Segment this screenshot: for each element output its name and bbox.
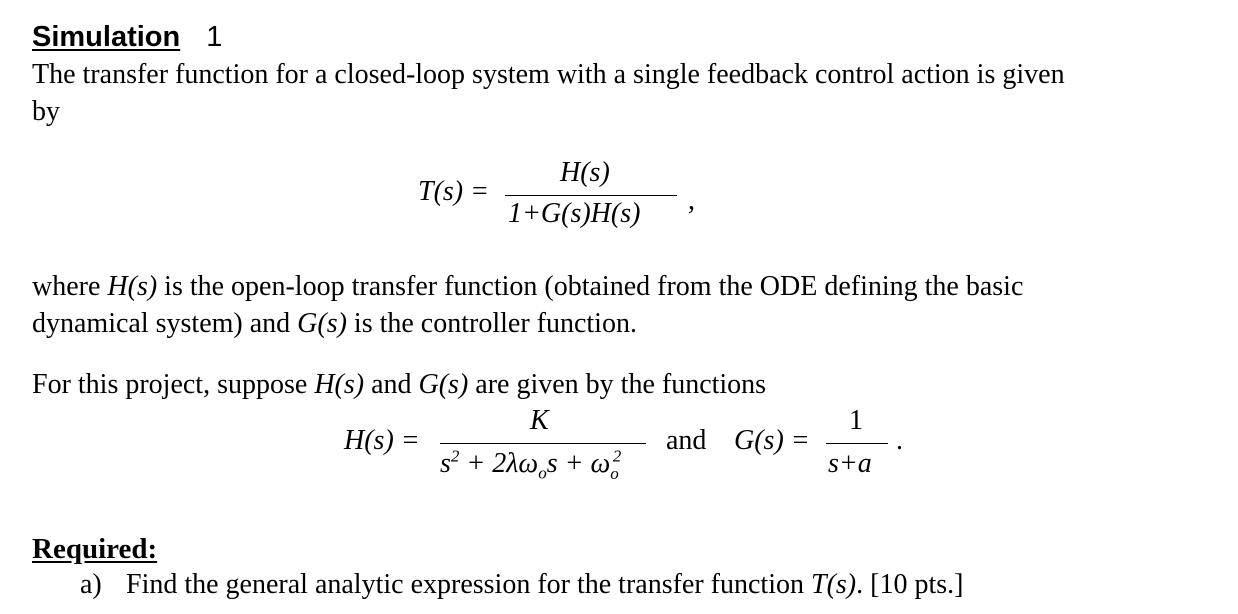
eq2-and: and: [666, 425, 707, 456]
eq1-denominator: 1+G(s)H(s): [508, 198, 641, 229]
project-text-2: and: [364, 369, 419, 400]
eq2-g-fraction-bar: [826, 443, 888, 444]
eq2-g-numerator: 1: [849, 405, 863, 436]
project-text-3: are given by the functions: [468, 369, 767, 400]
required-item-text: Find the general analytic expression for the transfer function: [126, 569, 811, 600]
where-text-2: is the open-loop transfer function (obtained from the ODE defining the basic: [157, 271, 1024, 302]
eq2-h-fraction-bar: [440, 443, 646, 444]
project-G: G(s): [418, 369, 469, 400]
eq2-g-denominator: s+a: [828, 448, 872, 479]
required-item-a: [80, 567, 963, 603]
eq2-g-lhs: G(s) =: [734, 425, 810, 456]
project-text-1: For this project, suppose: [32, 369, 315, 400]
required-item-end: . [10 pts.]: [856, 569, 964, 600]
eq2-h-numerator: K: [530, 405, 549, 436]
eq1-trailing-comma: ,: [688, 185, 695, 216]
where-text-4: is the controller function.: [346, 308, 637, 339]
simulation-title: Simulation: [32, 21, 181, 53]
where-line-2: [32, 305, 637, 342]
simulation-heading: [32, 20, 222, 54]
where-H: H(s): [107, 271, 158, 302]
eq2-trailing-period: .: [896, 425, 903, 456]
required-item-math: T(s): [811, 569, 857, 600]
project-line: [32, 366, 766, 403]
eq1-fraction-bar: [505, 195, 677, 196]
eq2-h-lhs: H(s) =: [344, 425, 420, 456]
simulation-number: 1: [206, 21, 223, 53]
intro-line-2: by: [32, 96, 60, 127]
intro-line-1: The transfer function for a closed-loop system with a single feedback control action is given: [32, 59, 1065, 90]
eq1-numerator: H(s): [560, 157, 610, 188]
where-G: G(s): [297, 308, 347, 339]
required-title: Required:: [32, 533, 158, 565]
where-line-1: [32, 268, 1023, 305]
where-text-1: where: [32, 271, 108, 302]
eq2-h-denominator: $s^2 + 2\lambda\omega_os + \omega_o^2$: [440, 446, 622, 483]
eq1-lhs: T(s) =: [418, 176, 490, 207]
project-H: H(s): [314, 369, 365, 400]
where-text-3: dynamical system) and: [32, 308, 298, 339]
required-item-label: a): [80, 569, 102, 600]
